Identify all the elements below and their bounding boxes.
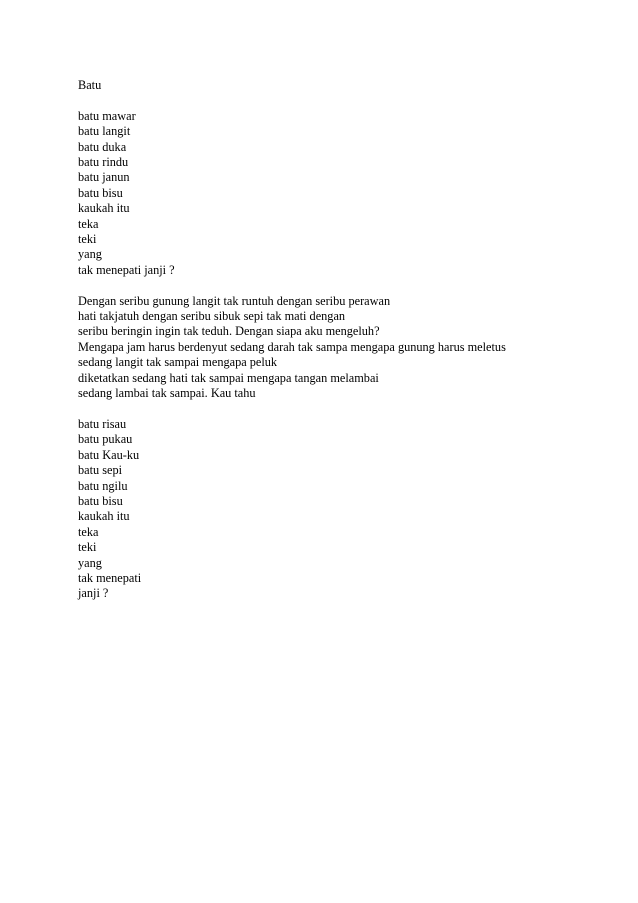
poem-line: sedang langit tak sampai mengapa peluk — [78, 355, 278, 370]
poem-line: batu bisu — [78, 493, 123, 508]
poem-line: Mengapa jam harus berdenyut sedang darah tak sampa mengapa gunung harus meletus — [78, 339, 506, 354]
poem-line: janji ? — [78, 586, 109, 601]
poem-line: batu rindu — [78, 155, 129, 170]
poem-line: teki — [78, 232, 97, 247]
poem-line: batu langit — [78, 124, 131, 139]
poem-line: hati takjatuh dengan seribu sibuk sepi tak mati dengan — [78, 309, 346, 324]
poem-line: teki — [78, 540, 97, 555]
poem-line: batu sepi — [78, 463, 123, 478]
poem-line: batu duka — [78, 139, 127, 154]
stanza-3 — [78, 417, 598, 602]
poem-line: diketatkan sedang hati tak sampai mengapa tangan melambai — [78, 370, 379, 385]
poem-title: Batu — [78, 78, 102, 92]
poem-line: teka — [78, 524, 99, 539]
poem-line: batu ngilu — [78, 478, 128, 493]
poem-line: kaukah itu — [78, 509, 130, 524]
poem-line: batu janun — [78, 170, 130, 185]
poem-line: tak menepati — [78, 570, 142, 585]
stanza-2 — [78, 294, 598, 402]
poem-line: teka — [78, 216, 99, 231]
poem-line: batu pukau — [78, 432, 133, 447]
poem-line: batu mawar — [78, 108, 136, 123]
poem-line: kaukah itu — [78, 201, 130, 216]
poem-line: yang — [78, 247, 102, 262]
poem-body — [78, 78, 598, 617]
poem-line: Dengan seribu gunung langit tak runtuh dengan seribu perawan — [78, 293, 391, 308]
poem-line: batu risau — [78, 416, 127, 431]
poem-line: batu bisu — [78, 185, 123, 200]
poem-line: tak menepati janji ? — [78, 262, 175, 277]
poem-line: yang — [78, 555, 102, 570]
stanza-1 — [78, 109, 598, 278]
poem-line: seribu beringin ingin tak teduh. Dengan siapa aku mengeluh? — [78, 324, 380, 339]
poem-line: batu Kau-ku — [78, 447, 140, 462]
poem-line: sedang lambai tak sampai. Kau tahu — [78, 386, 256, 401]
